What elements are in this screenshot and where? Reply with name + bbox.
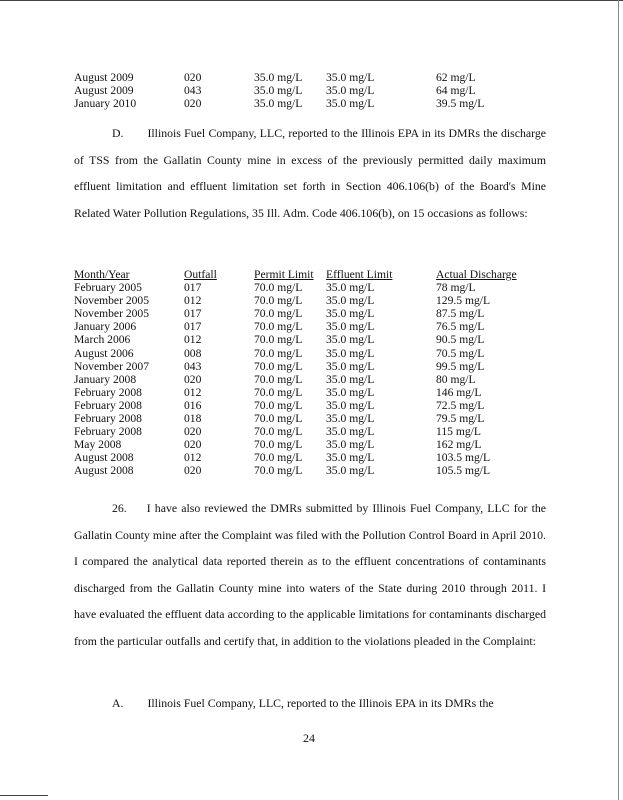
table-cell: 64 mg/L bbox=[436, 84, 476, 98]
scan-edge-right bbox=[618, 0, 619, 800]
table-row bbox=[74, 425, 556, 438]
table-cell: 017 bbox=[184, 307, 202, 321]
table-cell: 70.0 mg/L bbox=[254, 385, 303, 399]
paragraph-d-label: D. bbox=[112, 126, 124, 140]
table-cell: 020 bbox=[184, 425, 202, 439]
table-row bbox=[74, 71, 556, 84]
table-cell: February 2008 bbox=[74, 398, 142, 412]
table-cell: 70.0 mg/L bbox=[254, 425, 303, 439]
table-row bbox=[74, 373, 556, 386]
table-cell: 008 bbox=[184, 346, 202, 360]
table-cell: 70.0 mg/L bbox=[254, 333, 303, 347]
table-cell: 018 bbox=[184, 412, 202, 426]
table-row bbox=[74, 412, 556, 425]
table-cell: 70.0 mg/L bbox=[254, 412, 303, 426]
table-cell: 012 bbox=[184, 333, 202, 347]
table-cell: 70.0 mg/L bbox=[254, 281, 303, 295]
table-cell: 90.5 mg/L bbox=[436, 333, 485, 347]
table-cell: 78 mg/L bbox=[436, 281, 476, 295]
table-cell: 70.0 mg/L bbox=[254, 359, 303, 373]
table-cell: 35.0 mg/L bbox=[326, 71, 375, 84]
table-cell: 70.0 mg/L bbox=[254, 451, 303, 465]
paragraph-26 bbox=[74, 495, 546, 654]
paragraph-a bbox=[74, 690, 546, 717]
table-cell: 020 bbox=[184, 438, 202, 452]
table-cell: February 2008 bbox=[74, 412, 142, 426]
table-cell: 80 mg/L bbox=[436, 372, 476, 386]
table-cell: 35.0 mg/L bbox=[254, 97, 303, 111]
table-cell: 017 bbox=[184, 281, 202, 295]
paragraph-a-text: Illinois Fuel Company, LLC, reported to the Illinois EPA in its DMRs the bbox=[147, 696, 494, 710]
table-cell: 70.0 mg/L bbox=[254, 398, 303, 412]
paragraph-26-label: 26. bbox=[112, 501, 127, 515]
table-cell: 020 bbox=[184, 464, 202, 478]
table-cell: 162 mg/L bbox=[436, 438, 482, 452]
table-cell: August 2006 bbox=[74, 346, 134, 360]
table-cell: 35.0 mg/L bbox=[326, 464, 375, 478]
table-cell: 115 mg/L bbox=[436, 425, 481, 439]
column-header: Actual Discharge bbox=[436, 268, 517, 281]
table-row bbox=[74, 281, 556, 294]
table-cell: November 2005 bbox=[74, 294, 150, 308]
table-cell: 35.0 mg/L bbox=[326, 346, 375, 360]
table-cell: 129.5 mg/L bbox=[436, 294, 491, 308]
table-cell: 39.5 mg/L bbox=[436, 97, 485, 111]
table-cell: 62 mg/L bbox=[436, 71, 476, 84]
table-cell: 012 bbox=[184, 385, 202, 399]
table-row bbox=[74, 464, 556, 477]
table-cell: January 2008 bbox=[74, 372, 137, 386]
top-table-body bbox=[74, 71, 556, 110]
table-cell: 70.0 mg/L bbox=[254, 294, 303, 308]
table-cell: 70.0 mg/L bbox=[254, 464, 303, 478]
table-header bbox=[74, 268, 556, 281]
table-cell: 043 bbox=[184, 359, 202, 373]
table-cell: 70.0 mg/L bbox=[254, 307, 303, 321]
table-cell: 70.0 mg/L bbox=[254, 438, 303, 452]
table-cell: 146 mg/L bbox=[436, 385, 482, 399]
table-cell: 35.0 mg/L bbox=[326, 281, 375, 295]
table-header-row bbox=[74, 268, 556, 281]
table-cell: 35.0 mg/L bbox=[326, 398, 375, 412]
table-cell: 87.5 mg/L bbox=[436, 307, 485, 321]
table-row bbox=[74, 399, 556, 412]
table-row bbox=[74, 438, 556, 451]
paragraph-d-text: Illinois Fuel Company, LLC, reported to the Illinois EPA in its DMRs the discharge of TSS from the Gallatin County mine in excess of the previously permitted daily maximum effluent limitation and effluent limitation set forth in Section 406.106(b) of the Board's Mine Related Water Pollution Regulations, 35 Ill. Adm. Code 406.106(b), on 15 occasions as follows: bbox=[74, 126, 546, 220]
table-row bbox=[74, 451, 556, 464]
table-row bbox=[74, 360, 556, 373]
table-row bbox=[74, 333, 556, 346]
column-header: Permit Limit bbox=[254, 268, 314, 281]
table-cell: 70.0 mg/L bbox=[254, 372, 303, 386]
page-number: 24 bbox=[303, 731, 315, 745]
table-cell: 020 bbox=[184, 372, 202, 386]
table-cell: 35.0 mg/L bbox=[326, 372, 375, 386]
table-cell: 105.5 mg/L bbox=[436, 464, 491, 478]
table-cell: August 2009 bbox=[74, 71, 134, 84]
table-cell: February 2008 bbox=[74, 425, 142, 439]
table-cell: 35.0 mg/L bbox=[326, 333, 375, 347]
tss-exceedance-table bbox=[74, 268, 556, 478]
table-cell: 35.0 mg/L bbox=[326, 320, 375, 334]
scan-edge-top bbox=[0, 0, 623, 1]
table-cell: 012 bbox=[184, 294, 202, 308]
table-cell: February 2008 bbox=[74, 385, 142, 399]
table-cell: 70.5 mg/L bbox=[436, 346, 485, 360]
table-cell: May 2008 bbox=[74, 438, 122, 452]
table-cell: 76.5 mg/L bbox=[436, 320, 485, 334]
table-cell: January 2006 bbox=[74, 320, 137, 334]
table-cell: 017 bbox=[184, 320, 202, 334]
table-row bbox=[74, 320, 556, 333]
table-cell: 103.5 mg/L bbox=[436, 451, 491, 465]
table-cell: 35.0 mg/L bbox=[326, 451, 375, 465]
scan-edge-bottom bbox=[0, 795, 48, 796]
table-cell: 79.5 mg/L bbox=[436, 412, 485, 426]
table-cell: 35.0 mg/L bbox=[326, 412, 375, 426]
main-table-body bbox=[74, 281, 556, 477]
table-cell: January 2010 bbox=[74, 97, 137, 111]
table-cell: 012 bbox=[184, 451, 202, 465]
paragraph-d bbox=[74, 120, 546, 226]
table-cell: 70.0 mg/L bbox=[254, 346, 303, 360]
table-cell: 99.5 mg/L bbox=[436, 359, 485, 373]
table-row bbox=[74, 386, 556, 399]
table-row bbox=[74, 294, 556, 307]
table-cell: 016 bbox=[184, 398, 202, 412]
table-cell: 020 bbox=[184, 71, 202, 84]
paragraph-a-label: A. bbox=[112, 696, 124, 710]
table-cell: March 2006 bbox=[74, 333, 131, 347]
table-row bbox=[74, 97, 556, 110]
table-cell: 35.0 mg/L bbox=[254, 84, 303, 98]
column-header: Outfall bbox=[184, 268, 217, 281]
table-row bbox=[74, 347, 556, 360]
table-cell: 35.0 mg/L bbox=[326, 438, 375, 452]
table-cell: 72.5 mg/L bbox=[436, 398, 485, 412]
table-cell: August 2008 bbox=[74, 451, 134, 465]
table-cell: 35.0 mg/L bbox=[254, 71, 303, 84]
table-cell: 35.0 mg/L bbox=[326, 425, 375, 439]
table-cell: 020 bbox=[184, 97, 202, 111]
column-header: Month/Year bbox=[74, 268, 130, 281]
paragraph-26-text: I have also reviewed the DMRs submitted by Illinois Fuel Company, LLC for the Gallatin County mine after the Complaint was filed with the Pollution Control Board in April 2010. I compared the analytical data reported therein as to the effluent concentrations of contaminants discharged from the Gallatin County mine into waters of the State during 2010 through 2011. I have evaluated the effluent data according to the applicable limitations for contaminants discharged from the particular outfalls and certify that, in addition to the violations pleaded in the Complaint: bbox=[74, 501, 546, 648]
table-cell: 35.0 mg/L bbox=[326, 84, 375, 98]
table-cell: November 2007 bbox=[74, 359, 150, 373]
table-cell: 35.0 mg/L bbox=[326, 307, 375, 321]
table-cell: February 2005 bbox=[74, 281, 142, 295]
table-cell: 35.0 mg/L bbox=[326, 97, 375, 111]
table-row bbox=[74, 307, 556, 320]
table-cell: 35.0 mg/L bbox=[326, 359, 375, 373]
table-cell: 043 bbox=[184, 84, 202, 98]
table-cell: 35.0 mg/L bbox=[326, 385, 375, 399]
table-row bbox=[74, 84, 556, 97]
table-cell: August 2008 bbox=[74, 464, 134, 478]
column-header: Effluent Limit bbox=[326, 268, 393, 281]
table-cell: 70.0 mg/L bbox=[254, 320, 303, 334]
table-cell: November 2005 bbox=[74, 307, 150, 321]
top-discharge-table bbox=[74, 71, 556, 110]
table-cell: August 2009 bbox=[74, 84, 134, 98]
table-cell: 35.0 mg/L bbox=[326, 294, 375, 308]
